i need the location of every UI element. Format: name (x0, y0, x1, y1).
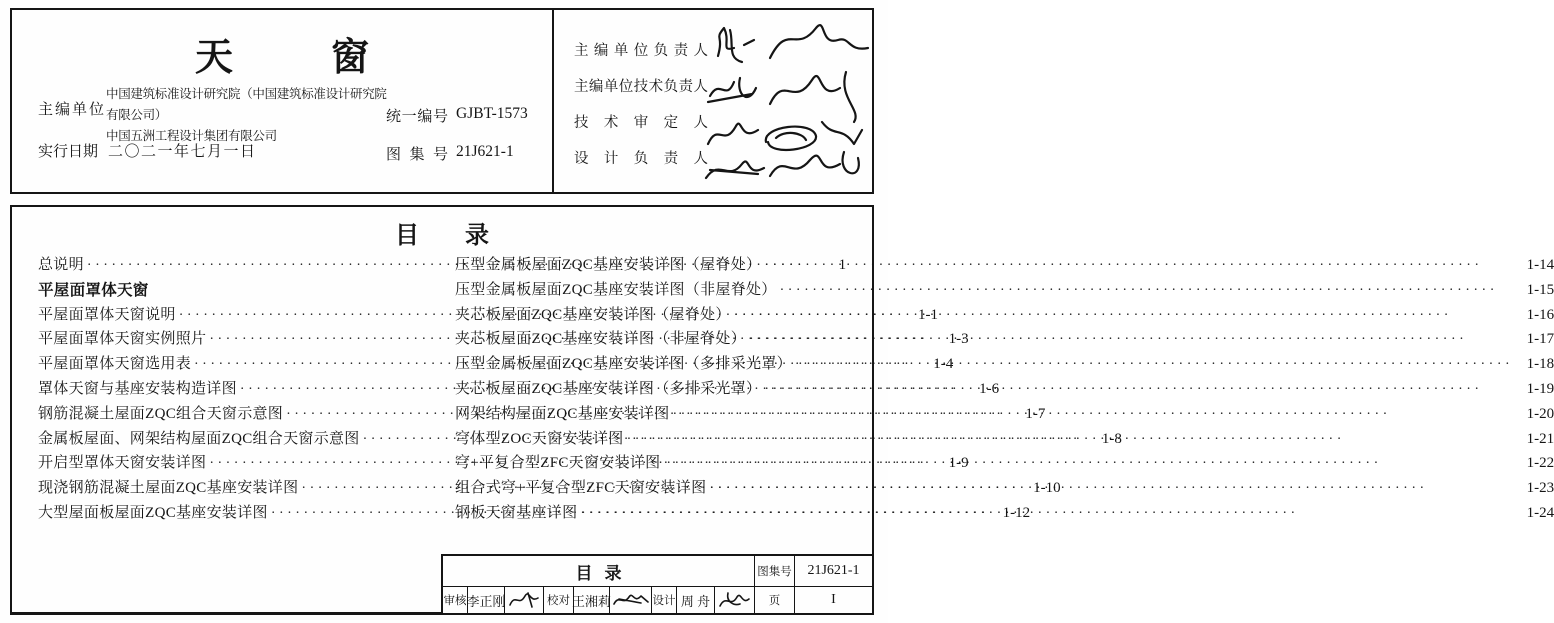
signature-scribble (770, 72, 856, 122)
page-label: 页 (754, 586, 794, 613)
header-divider (552, 10, 554, 192)
toc-entry-page: 1-20 (1526, 405, 1554, 422)
toc-dot-leader (660, 456, 1516, 472)
toc-dot-leader (761, 258, 1516, 274)
toc-entry-title: 组合式穹+平复合型ZFC天窗安装详图 (455, 480, 707, 497)
toc-entry (455, 352, 1554, 377)
toc-entry-page: 1-24 (1526, 504, 1554, 521)
implementation-date-label: 实行日期 (38, 144, 99, 160)
toc-entry-title: 夹芯板屋面ZQC基座安装详图（屋脊处） (455, 306, 731, 323)
signature-scribble (716, 590, 754, 610)
header-box (10, 8, 874, 194)
toc-entry-page: 1-15 (1526, 281, 1554, 298)
toc-entry-page: 1-4 (933, 356, 954, 373)
toc-entry-page: 1-18 (1526, 356, 1554, 373)
reviewer-name: 李正刚 (467, 586, 504, 613)
toc-dot-leader (761, 382, 1516, 398)
toc-entry (455, 476, 1554, 501)
toc-entry-title: 现浇钢筋混凝土屋面ZQC基座安装详图 (38, 480, 299, 497)
signature-scribble (766, 122, 862, 150)
chief-editor-unit: 中国建筑标准设计研究院（中国建筑标准设计研究院有限公司） (106, 87, 387, 122)
signature-scribble (708, 124, 758, 144)
toc-entry-page: 1-10 (1033, 480, 1061, 497)
chief-editor-label: 主编单位 (38, 102, 107, 118)
signature-scribble (706, 162, 764, 178)
toc-entry (455, 427, 1554, 452)
toc-entry-title: 金属板屋面、网架结构屋面ZQC组合天窗示意图 (38, 430, 360, 447)
chief-editor-units (106, 84, 398, 147)
toc-entry-title: 压型金属板屋面ZQC基座安装详图（多排采光罩） (455, 356, 792, 373)
toc-entry-page: 1-21 (1526, 430, 1554, 447)
designer-signature (714, 586, 754, 613)
signature-scribble (770, 152, 859, 176)
chief-editor-unit: 中国五洲工程设计集团有限公司 (106, 129, 277, 143)
toc-entry-title: 平屋面罩体天窗选用表 (38, 356, 192, 373)
toc-entry-title: 钢筋混凝土屋面ZQC组合天窗示意图 (38, 405, 284, 422)
toc-entry (455, 327, 1554, 352)
toc-entry-title: 总说明 (38, 257, 84, 273)
toc-entry-title: 压型金属板屋面ZQC基座安装详图（非屋脊处） (455, 281, 777, 298)
toc-entry-title: 平屋面罩体天窗实例照片 (38, 331, 207, 348)
checker-name: 王湘莉 (573, 586, 609, 613)
toc-dot-leader (777, 283, 1517, 299)
atlas-number-value: 21J621-1 (456, 143, 514, 160)
toc-dot-leader (624, 432, 1517, 448)
atlas-number-row (386, 143, 514, 164)
toc-entry-page: 1-16 (1526, 306, 1554, 323)
toc-dot-leader (731, 308, 1516, 324)
toc-entry (455, 303, 1554, 328)
toc-entry-title: 钢板天窗基座详图 (455, 504, 578, 521)
toc-entry-title: 开启型罩体天窗安装详图 (38, 455, 207, 472)
toc-entry-title: 大型屋面板屋面ZQC基座安装详图 (38, 504, 268, 521)
toc-dot-leader (706, 481, 1516, 497)
unified-number-value: GJBT-1573 (456, 105, 528, 122)
official-role-label: 主编单位技术负责人 (574, 79, 708, 95)
toc-entry-title: 压型金属板屋面ZQC基座安装详图（屋脊处） (455, 257, 762, 273)
designer-name: 周 舟 (676, 586, 714, 613)
toc-entry-page: 1-17 (1526, 331, 1554, 348)
toc-columns (38, 253, 1554, 526)
toc-entry-page: 1-23 (1526, 480, 1554, 497)
toc-entry-page: 1-1 (917, 306, 938, 323)
toc-entry-title: 平屋面罩体天窗说明 (38, 306, 176, 323)
toc-entry-page: 1-3 (948, 331, 969, 348)
atlas-number-value: 21J621-1 (794, 556, 872, 586)
toc-dot-leader (577, 506, 1516, 522)
toc-dot-leader (670, 407, 1517, 423)
page-title: 天窗 (194, 37, 467, 79)
signature-scribble (708, 78, 756, 102)
toc-entry-page: 1-12 (1002, 504, 1031, 521)
signature-scribble (611, 590, 651, 610)
atlas-number-label: 图集号 (386, 147, 448, 163)
signature-scribble (718, 28, 754, 62)
toc-right-column (455, 253, 1554, 526)
toc-entry-title: 夹芯板屋面ZQC基座安装详图（多排采光罩） (455, 380, 762, 397)
toc-entry-page: 1-6 (979, 380, 1000, 397)
drawing-title-block (441, 554, 874, 615)
toc-entry-title: 罩体天窗与基座安装构造详图 (38, 380, 237, 397)
officials-signatures (700, 18, 876, 190)
checker-signature (609, 586, 651, 613)
toc-entry-title: 穹体型ZOC天窗安装详图 (455, 430, 624, 447)
toc-entry (455, 501, 1554, 526)
officials-list (574, 39, 708, 167)
toc-entry-title: 网架结构屋面ZQC基座安装详图 (455, 405, 670, 422)
toc-dot-leader (792, 357, 1516, 373)
implementation-date-row (38, 140, 257, 161)
toc-entry-page: 1-8 (1101, 430, 1122, 447)
unified-number-label: 统一编号 (386, 109, 448, 125)
checker-label: 校对 (543, 586, 573, 613)
toc-entry (38, 278, 436, 303)
toc-entry-title: 穹+平复合型ZFC天窗安装详图 (455, 455, 661, 472)
toc-entry-title: 夹芯板屋面ZQC基座安装详图（非屋脊处） (455, 331, 747, 348)
official-role-label: 主编单位负责人 (574, 43, 708, 59)
toc-heading: 目录 (395, 223, 535, 249)
reviewer-label: 审核 (443, 586, 467, 613)
implementation-date-value: 二〇二一年七月一日 (108, 144, 257, 160)
signature-scribble (506, 590, 542, 610)
toc-entry-title: 平屋面罩体天窗 (38, 281, 149, 299)
sheet-title: 目录 (575, 563, 634, 583)
toc-entry (455, 278, 1554, 303)
official-role-label: 设计负责人 (574, 151, 708, 167)
atlas-number-label: 图集号 (754, 556, 794, 586)
toc-entry-page: 1-9 (948, 455, 969, 472)
toc-dot-leader (746, 332, 1516, 348)
official-role-label: 技术审定人 (574, 115, 708, 131)
toc-entry (455, 402, 1554, 427)
page-number: I (794, 586, 872, 613)
toc-entry (455, 253, 1554, 278)
unified-number-row (386, 105, 528, 126)
toc-box (10, 205, 1554, 615)
signature-scribble (770, 25, 868, 58)
designer-label: 设计 (651, 586, 676, 613)
reviewer-signature (504, 586, 543, 613)
toc-entry-page: 1-22 (1526, 455, 1554, 472)
toc-entry (455, 451, 1554, 476)
toc-entry-page: 1-7 (1025, 405, 1046, 422)
toc-entry-page: 1 (838, 257, 847, 273)
toc-entry (455, 377, 1554, 402)
toc-entry-page: 1-14 (1526, 257, 1554, 273)
toc-entry-page: 1-19 (1526, 380, 1554, 397)
